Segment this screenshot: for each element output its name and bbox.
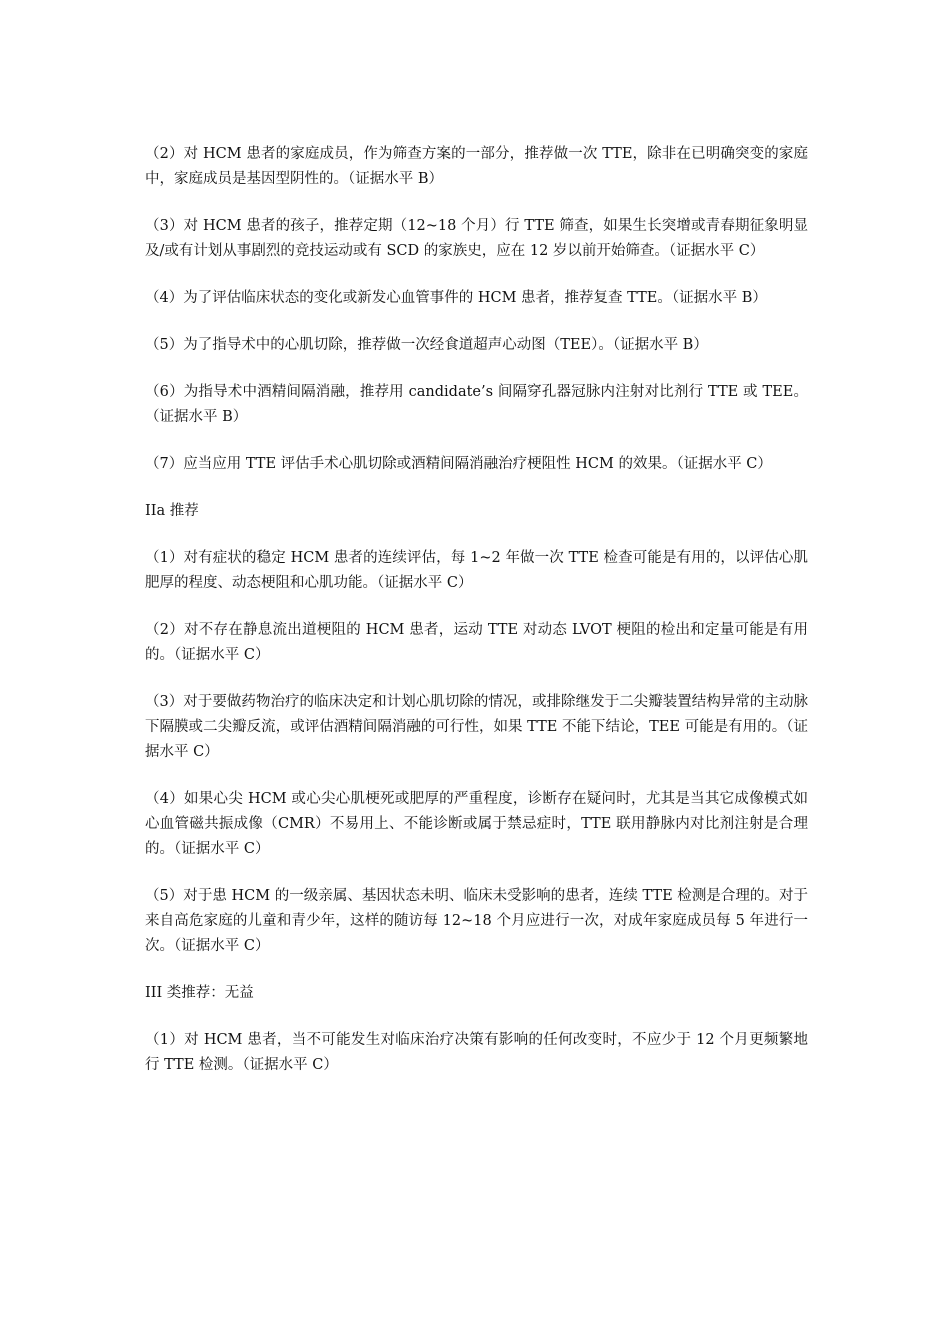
recommendation-I-7: （7）应当应用 TTE 评估手术心肌切除或酒精间隔消融治疗梗阻性 HCM 的效果。（证据水平 C） — [145, 456, 772, 472]
recommendation-I-6: （6）为指导术中酒精间隔消融，推荐用 candidate’s 间隔穿孔器冠脉内注射对比剂行 TTE 或 TEE。（证据水平 B） — [145, 384, 808, 425]
section-heading-IIa: IIa 推荐 — [145, 503, 199, 519]
recommendation-I-4: （4）为了评估临床状态的变化或新发心血管事件的 HCM 患者，推荐复查 TTE。（证据水平 B） — [145, 290, 767, 306]
document-page — [145, 142, 808, 1100]
recommendation-III-1: （1）对 HCM 患者，当不可能发生对临床治疗决策有影响的任何改变时，不应少于 12 个月更频繁地行 TTE 检测。（证据水平 C） — [145, 1032, 808, 1073]
recommendation-I-3: （3）对 HCM 患者的孩子，推荐定期（12~18 个月）行 TTE 筛查，如果生长突增或青春期征象明显及/或有计划从事剧烈的竞技运动或有 SCD 的家族史，应在 12 岁以前开始筛查。（证据水平 C） — [145, 218, 808, 259]
recommendation-I-5: （5）为了指导术中的心肌切除，推荐做一次经食道超声心动图（TEE）。（证据水平 B） — [145, 337, 708, 353]
recommendation-IIa-2: （2）对不存在静息流出道梗阻的 HCM 患者，运动 TTE 对动态 LVOT 梗阻的检出和定量可能是有用的。（证据水平 C） — [145, 622, 808, 663]
recommendation-IIa-4: （4）如果心尖 HCM 或心尖心肌梗死或肥厚的严重程度，诊断存在疑问时，尤其是当其它成像模式如心血管磁共振成像（CMR）不易用上、不能诊断或属于禁忌症时，TTE 联用静脉内对比剂注射是合理的。（证据水平 C） — [145, 791, 808, 857]
recommendation-IIa-3: （3）对于要做药物治疗的临床决定和计划心肌切除的情况，或排除继发于二尖瓣装置结构异常的主动脉下隔膜或二尖瓣反流，或评估酒精间隔消融的可行性，如果 TTE 不能下结论，TEE 可能是有用的。（证据水平 C） — [145, 694, 808, 760]
recommendation-IIa-5: （5）对于患 HCM 的一级亲属、基因状态未明、临床未受影响的患者，连续 TTE 检测是合理的。对于来自高危家庭的儿童和青少年，这样的随访每 12~18 个月应进行一次，对成年家庭成员每 5 年进行一次。（证据水平 C） — [145, 888, 808, 954]
recommendation-IIa-1: （1）对有症状的稳定 HCM 患者的连续评估，每 1~2 年做一次 TTE 检查可能是有用的，以评估心肌肥厚的程度、动态梗阻和心肌功能。（证据水平 C） — [145, 550, 808, 591]
recommendation-I-2: （2）对 HCM 患者的家庭成员，作为筛查方案的一部分，推荐做一次 TTE，除非在已明确突变的家庭中，家庭成员是基因型阴性的。（证据水平 B） — [145, 146, 808, 187]
section-heading-III: III 类推荐：无益 — [145, 985, 254, 1001]
